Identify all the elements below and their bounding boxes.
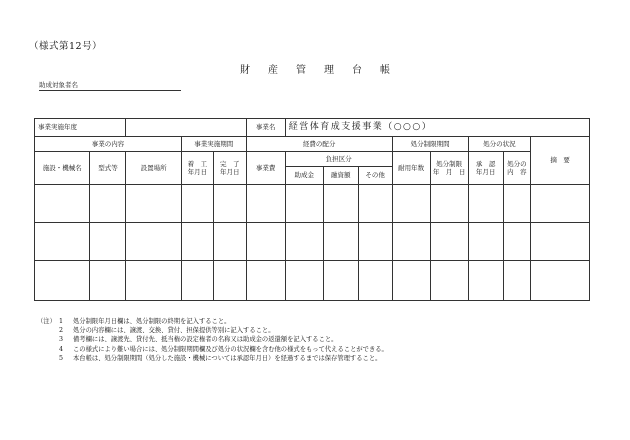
disposal-content-line1: 処分の — [507, 159, 527, 168]
table-cell[interactable] — [126, 223, 181, 261]
table-cell[interactable] — [246, 223, 285, 261]
other-header: その他 — [358, 167, 392, 185]
title-char: 台 — [352, 65, 362, 76]
project-name-value[interactable]: 経営体育成支援事業（○○○） — [285, 119, 589, 137]
note-number: 3 — [59, 336, 64, 344]
limit-date-header — [430, 152, 468, 185]
facility-name-header: 施設・機械名 — [35, 152, 90, 185]
table-cell[interactable] — [213, 223, 246, 261]
fiscal-year-input[interactable] — [126, 119, 246, 137]
content-group-header: 事業の内容 — [35, 137, 182, 152]
table-cell[interactable] — [126, 185, 181, 223]
table-cell[interactable] — [181, 261, 213, 301]
notes-head: （注） — [37, 318, 56, 325]
completion-date-line1: 完 了 — [219, 159, 240, 168]
table-cell[interactable] — [430, 261, 468, 301]
title-char: 帳 — [380, 65, 390, 76]
useful-life-header: 耐用年数 — [392, 152, 430, 185]
table-cell[interactable] — [35, 185, 90, 223]
financing-header: 融資額 — [323, 167, 358, 185]
approval-date-header — [468, 152, 503, 185]
note-item — [37, 335, 388, 344]
table-cell[interactable] — [531, 185, 590, 223]
table-cell[interactable] — [358, 261, 392, 301]
note-item — [37, 317, 388, 326]
note-text: 本台帳は、処分制限期間（処分した施設・機械については承認年月日）を経過するまでは保存管理すること。 — [73, 354, 382, 362]
note-item — [37, 326, 388, 335]
table-cell[interactable] — [323, 185, 358, 223]
title-char: 管 — [296, 65, 306, 76]
note-number: 2 — [59, 327, 64, 335]
model-header: 型式等 — [90, 152, 126, 185]
period-group-header: 事業実施期間 — [181, 137, 246, 152]
approval-date-line2: 年月日 — [475, 168, 496, 176]
table-cell[interactable] — [430, 185, 468, 223]
table-cell[interactable] — [285, 261, 323, 301]
location-header: 設置場所 — [126, 152, 181, 185]
disposal-group-header: 処分の状況 — [468, 137, 531, 152]
table-cell[interactable] — [358, 185, 392, 223]
note-text: 処分制限年月日欄は、処分制限の終期を記入すること。 — [73, 318, 231, 325]
disposal-content-line2: 内 容 — [507, 168, 527, 176]
note-item — [37, 345, 388, 354]
table-cell[interactable] — [531, 223, 590, 261]
table-cell[interactable] — [90, 185, 126, 223]
fiscal-year-label: 事業実施年度 — [35, 119, 126, 137]
project-name-label: 事業名 — [246, 119, 285, 137]
table-row — [35, 185, 590, 223]
burden-header: 負担区分 — [285, 152, 392, 167]
table-row — [35, 261, 590, 301]
form-number: （様式第12号） — [29, 41, 103, 52]
project-cost-header: 事業費 — [246, 152, 285, 185]
table-cell[interactable] — [181, 223, 213, 261]
table-cell[interactable] — [285, 185, 323, 223]
table-cell[interactable] — [246, 261, 285, 301]
table-cell[interactable] — [531, 261, 590, 301]
table-row — [35, 223, 590, 261]
title-char: 理 — [324, 65, 334, 76]
recipient-label: 助成対象者名 — [39, 81, 78, 89]
note-text: この様式により難い場合には、処分制限期間欄及び処分の状況欄を含む他の様式をもって代えることができる。 — [73, 345, 388, 353]
table-cell[interactable] — [323, 223, 358, 261]
table-cell[interactable] — [392, 223, 430, 261]
completion-date-line2: 年月日 — [219, 168, 240, 176]
table-cell[interactable] — [392, 185, 430, 223]
table-cell[interactable] — [503, 185, 531, 223]
remarks-header: 摘 要 — [531, 137, 590, 185]
table-cell[interactable] — [35, 223, 90, 261]
disposal-content-header — [503, 152, 531, 185]
table-cell[interactable] — [90, 223, 126, 261]
title-char: 財 — [240, 65, 250, 76]
limit-group-header: 処分制限期間 — [392, 137, 468, 152]
note-number: 4 — [59, 345, 64, 353]
table-cell[interactable] — [35, 261, 90, 301]
title-char: 産 — [268, 65, 278, 76]
table-cell[interactable] — [468, 261, 503, 301]
note-number: 5 — [59, 354, 64, 362]
start-date-header — [181, 152, 213, 185]
page-title — [0, 61, 630, 76]
table-cell[interactable] — [430, 223, 468, 261]
table-cell[interactable] — [285, 223, 323, 261]
limit-date-line2: 年 月 日 — [432, 168, 466, 176]
table-cell[interactable] — [181, 185, 213, 223]
subsidy-header: 助成金 — [285, 167, 323, 185]
note-item — [37, 354, 388, 363]
note-text: 処分の内容欄には、譲渡、交換、貸付、担保提供等別に記入すること。 — [73, 327, 275, 335]
limit-date-line1: 処分制限 — [436, 159, 463, 168]
table-cell[interactable] — [246, 185, 285, 223]
table-cell[interactable] — [503, 223, 531, 261]
table-cell[interactable] — [213, 261, 246, 301]
table-cell[interactable] — [392, 261, 430, 301]
recipient-field[interactable] — [39, 80, 181, 91]
completion-date-header — [213, 152, 246, 185]
note-number: 1 — [59, 318, 64, 325]
table-cell[interactable] — [468, 223, 503, 261]
table-cell[interactable] — [126, 261, 181, 301]
start-date-line1: 着 工 — [187, 159, 208, 168]
note-text: 備考欄には、譲渡先、貸付先、抵当権の設定権者の名称又は助成金の返還額を記入すること。 — [73, 336, 338, 344]
table-cell[interactable] — [323, 261, 358, 301]
approval-date-line1: 承 認 — [475, 159, 496, 168]
notes — [37, 317, 388, 363]
cost-group-header: 経費の配分 — [246, 137, 392, 152]
table-cell[interactable] — [503, 261, 531, 301]
table-cell[interactable] — [468, 185, 503, 223]
start-date-line2: 年月日 — [187, 168, 208, 176]
table-cell[interactable] — [90, 261, 126, 301]
table-cell[interactable] — [358, 223, 392, 261]
table-cell[interactable] — [213, 185, 246, 223]
property-ledger-table — [34, 118, 590, 301]
